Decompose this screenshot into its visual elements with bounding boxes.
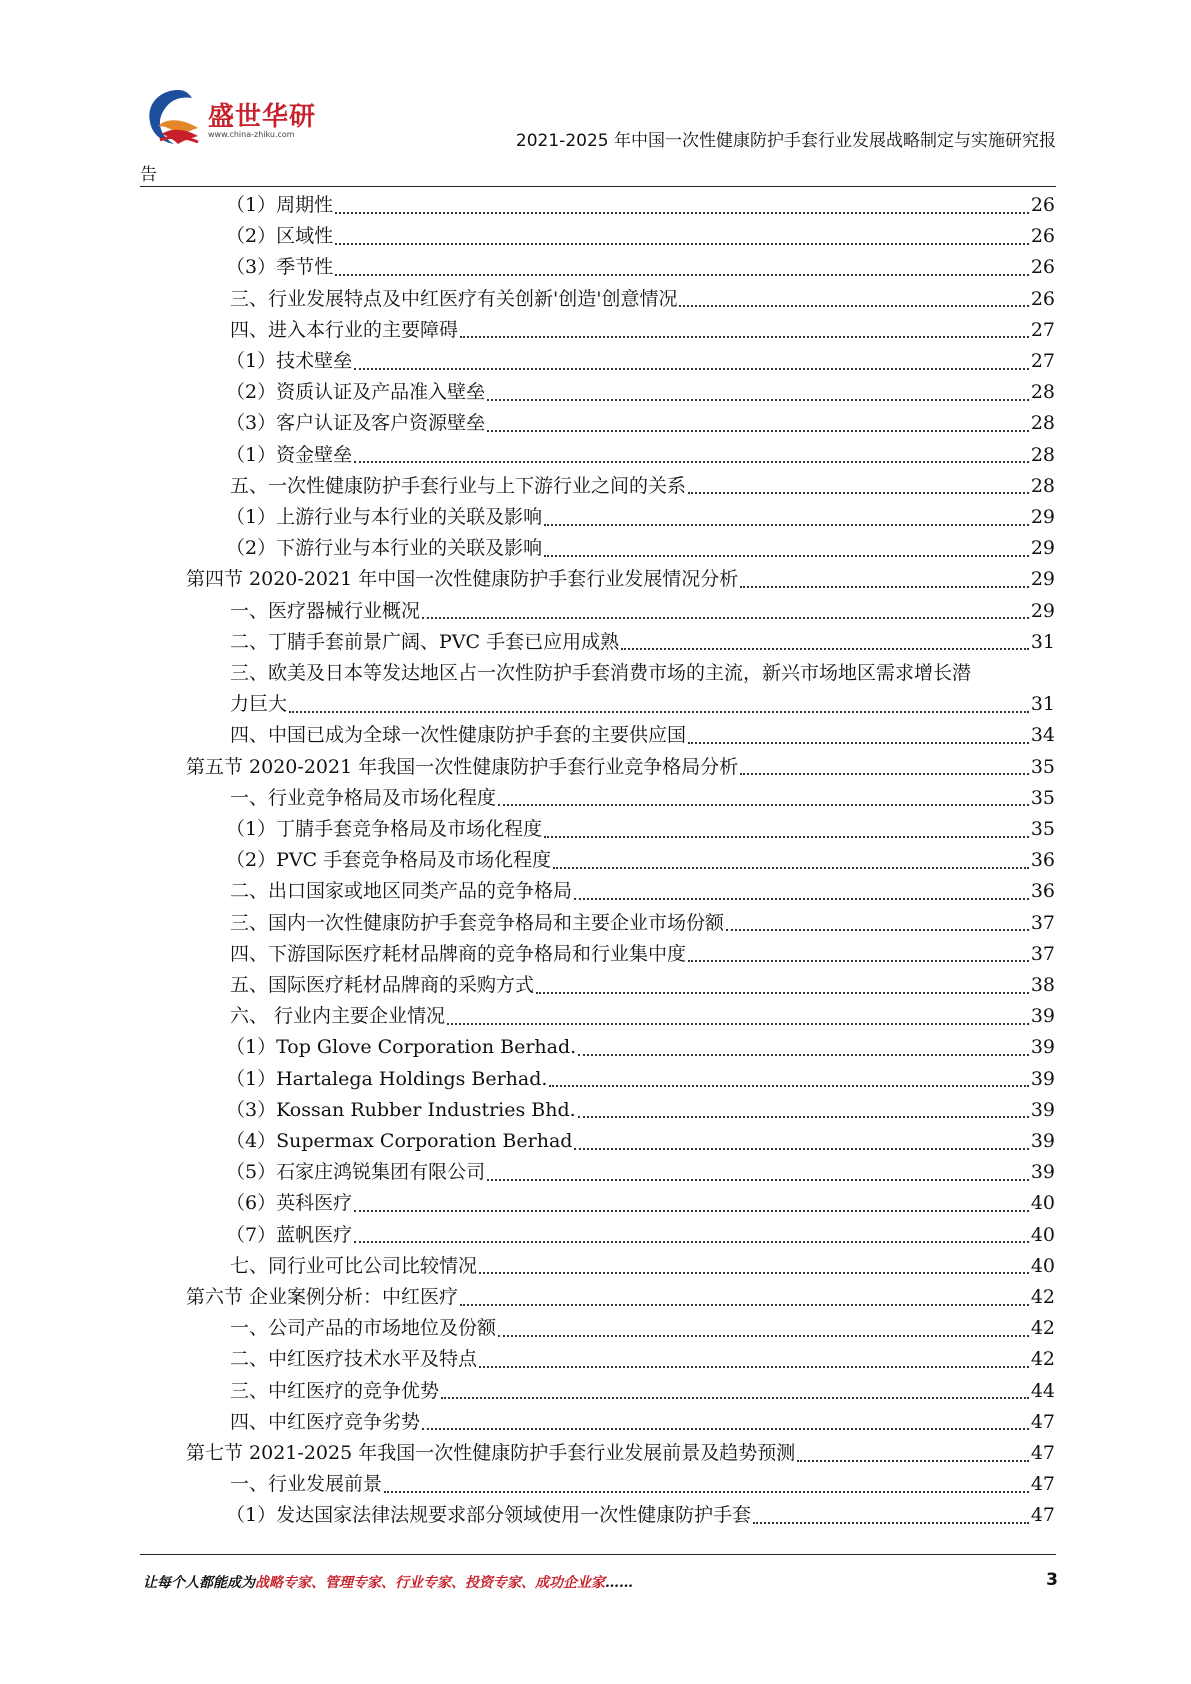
toc-dot-leader [553, 867, 1029, 869]
toc-dot-leader [574, 1148, 1028, 1150]
header-divider [140, 186, 1056, 187]
toc-dot-leader [797, 1460, 1029, 1462]
toc-entry-label: （3）客户认证及客户资源壁垒 [226, 412, 486, 435]
toc-entry-label: 四、中国已成为全球一次性健康防护手套的主要供应国 [230, 724, 687, 747]
footer-slogan-prefix: 让每个人都能成为 [143, 1575, 255, 1591]
toc-entry-page: 42 [1030, 1317, 1055, 1340]
toc-entry[interactable] [230, 1251, 1055, 1282]
toc-entry-label: （2）资质认证及产品准入壁垒 [226, 381, 486, 404]
toc-entry-label: 一、行业发展前景 [230, 1473, 383, 1496]
toc-entry-label: （1）丁腈手套竞争格局及市场化程度 [226, 818, 543, 840]
toc-entry-page: 39 [1030, 1098, 1055, 1121]
toc-entry-page: 35 [1030, 786, 1055, 809]
toc-entry-page: 28 [1030, 412, 1055, 435]
toc-entry-page: 29 [1030, 599, 1055, 622]
toc-entry[interactable] [226, 408, 1055, 439]
toc-entry-label: （7）蓝帆医疗 [226, 1223, 353, 1246]
toc-entry[interactable] [230, 1469, 1055, 1500]
logo-url: www.china-zhiku.com [208, 130, 295, 139]
toc-entry[interactable] [226, 377, 1055, 408]
toc-entry[interactable] [226, 1157, 1055, 1188]
toc-entry-page: 27 [1030, 350, 1055, 372]
toc-entry-label: （1）发达国家法律法规要求部分领域使用一次性健康防护手套 [226, 1504, 752, 1527]
toc-entry-page: 26 [1030, 287, 1055, 310]
toc-entry-label: 力巨大 [230, 693, 288, 716]
toc-dot-leader [578, 1116, 1029, 1118]
toc-entry-page: 44 [1030, 1379, 1055, 1402]
toc-dot-leader [549, 1085, 1028, 1087]
toc-entry-page: 40 [1030, 1254, 1055, 1277]
toc-entry-text: 三、欧美及日本等发达地区占一次性防护手套消费市场的主流，新兴市场地区需求增长潜 [230, 662, 972, 684]
toc-entry[interactable] [226, 221, 1055, 252]
toc-entry-label: （3）Kossan Rubber Industries Bhd. [226, 1098, 576, 1121]
toc-dot-leader [498, 804, 1029, 806]
footer-slogan-accent: 战略专家、管理专家、行业专家、投资专家、成功企业家 [255, 1575, 605, 1591]
toc-entry-page: 37 [1030, 911, 1055, 934]
toc-dot-leader [447, 1023, 1029, 1025]
toc-entry[interactable] [230, 908, 1055, 939]
toc-dot-leader [441, 1397, 1029, 1399]
toc-entry[interactable] [230, 315, 1055, 346]
toc-dot-leader [574, 898, 1029, 900]
toc-entry[interactable] [226, 533, 1055, 564]
toc-entry-page: 28 [1030, 474, 1055, 497]
toc-entry-page: 39 [1030, 1036, 1055, 1059]
footer-divider [140, 1554, 1056, 1555]
toc-dot-leader [688, 742, 1029, 744]
toc-entry-page: 38 [1030, 974, 1055, 996]
toc-dot-leader [354, 1210, 1029, 1212]
toc-entry-page: 42 [1030, 1348, 1055, 1371]
toc-entry[interactable] [226, 1095, 1055, 1126]
page-number: 3 [1046, 1570, 1058, 1590]
toc-dot-leader [460, 1304, 1029, 1306]
toc-entry[interactable] [226, 252, 1055, 283]
toc-entry-label: 三、中红医疗的竞争优势 [230, 1379, 440, 1402]
toc-dot-leader [335, 243, 1029, 245]
toc-entry-page: 29 [1030, 537, 1055, 560]
toc-dot-leader [384, 1491, 1029, 1493]
toc-entry-label: （3）季节性 [226, 256, 334, 279]
toc-entry-label: （2）下游行业与本行业的关联及影响 [226, 537, 543, 560]
toc-entry-page: 31 [1030, 630, 1055, 653]
toc-entry[interactable] [226, 1500, 1055, 1531]
toc-entry[interactable] [186, 1438, 1055, 1469]
toc-entry-page: 26 [1030, 225, 1055, 248]
report-title-continuation: 告 [140, 165, 157, 185]
toc-dot-leader [354, 368, 1029, 370]
toc-dot-leader [544, 836, 1029, 838]
toc-entry-label: 第六节 企业案例分析：中红医疗 [186, 1286, 459, 1308]
toc-entry-label: 四、下游国际医疗耗材品牌商的竞争格局和行业集中度 [230, 942, 687, 965]
toc-entry-label: （5）石家庄鸿锐集团有限公司 [226, 1161, 486, 1184]
toc-entry[interactable] [226, 1126, 1055, 1157]
toc-entry-label: （2）区域性 [226, 225, 334, 248]
toc-entry-label: 六、 行业内主要企业情况 [230, 1005, 446, 1028]
toc-dot-leader [498, 1335, 1029, 1337]
toc-entry-label: （1）资金壁垒 [226, 443, 353, 466]
toc-dot-leader [335, 212, 1029, 214]
toc-entry-page: 35 [1030, 755, 1055, 778]
toc-entry-label: 三、国内一次性健康防护手套竞争格局和主要企业市场份额 [230, 911, 725, 934]
toc-entry-label: 五、一次性健康防护手套行业与上下游行业之间的关系 [230, 474, 687, 497]
toc-dot-leader [487, 399, 1029, 401]
toc-entry-label: （1）Hartalega Holdings Berhad. [226, 1067, 548, 1090]
toc-dot-leader [688, 960, 1029, 962]
toc-entry[interactable] [230, 689, 1055, 720]
toc-entry[interactable] [226, 346, 1055, 377]
toc-entry-page: 29 [1030, 506, 1055, 528]
toc-dot-leader [726, 929, 1029, 931]
toc-dot-leader [335, 274, 1029, 276]
toc-entry-label: 第四节 2020-2021 年中国一次性健康防护手套行业发展情况分析 [186, 568, 739, 591]
toc-entry-page: 28 [1030, 443, 1055, 466]
toc-entry-page: 26 [1030, 256, 1055, 279]
toc-entry-label: 二、中红医疗技术水平及特点 [230, 1348, 478, 1371]
toc-entry-label: 一、行业竞争格局及市场化程度 [230, 786, 497, 809]
toc-entry-page: 39 [1030, 1067, 1055, 1090]
toc-entry[interactable] [230, 596, 1055, 627]
toc-entry-page: 36 [1030, 849, 1055, 872]
toc-dot-leader [479, 1272, 1029, 1274]
toc-dot-leader [544, 555, 1029, 557]
report-title: 2021-2025 年中国一次性健康防护手套行业发展战略制定与实施研究报 [515, 131, 1056, 151]
toc-entry[interactable] [226, 190, 1055, 221]
toc-entry-label: 四、进入本行业的主要障碍 [230, 318, 459, 341]
toc-dot-leader [289, 711, 1029, 713]
toc-entry[interactable] [186, 1282, 1055, 1313]
logo-wordmark: 盛世华研 [208, 102, 317, 132]
toc-entry-page: 34 [1030, 724, 1055, 747]
toc-entry[interactable] [230, 1376, 1055, 1407]
toc-entry-label: （1）技术壁垒 [226, 350, 353, 372]
toc-entry-label: （1）Top Glove Corporation Berhad. [226, 1036, 577, 1059]
toc-entry-page: 40 [1030, 1223, 1055, 1246]
toc-entry[interactable] [230, 1001, 1055, 1032]
toc-entry-label: 五、国际医疗耗材品牌商的采购方式 [230, 974, 535, 996]
toc-entry[interactable] [230, 284, 1055, 315]
toc-entry-page: 36 [1030, 880, 1055, 903]
toc-entry-page: 26 [1030, 194, 1055, 216]
toc-dot-leader [753, 1522, 1029, 1524]
toc-dot-leader [422, 617, 1029, 619]
toc-entry[interactable] [186, 564, 1055, 595]
toc-entry-label: （1）周期性 [226, 194, 334, 216]
toc-entry-label: （4）Supermax Corporation Berhad [226, 1130, 573, 1152]
toc-entry-page: 29 [1030, 568, 1055, 591]
toc-entry[interactable] [226, 1064, 1055, 1095]
toc-dot-leader [740, 773, 1029, 775]
toc-entry-label: 一、公司产品的市场地位及份额 [230, 1317, 497, 1340]
toc-entry-page: 35 [1030, 818, 1055, 840]
toc-dot-leader [621, 648, 1029, 650]
toc-entry[interactable] [230, 970, 1055, 1001]
toc-entry-page: 47 [1030, 1473, 1055, 1496]
toc-dot-leader [487, 430, 1029, 432]
toc-dot-leader [354, 1241, 1029, 1243]
toc-entry[interactable] [226, 1220, 1055, 1251]
toc-entry[interactable] [230, 783, 1055, 814]
toc-entry-label: 四、中红医疗竞争劣势 [230, 1410, 421, 1433]
toc-entry-page: 39 [1030, 1161, 1055, 1184]
toc-dot-leader [354, 461, 1029, 463]
toc-dot-leader [679, 305, 1028, 307]
toc-entry[interactable] [230, 627, 1055, 658]
toc-dot-leader [487, 1179, 1029, 1181]
toc-entry-label: （2）PVC 手套竞争格局及市场化程度 [226, 849, 552, 872]
toc-entry-label: 七、同行业可比公司比较情况 [230, 1254, 478, 1277]
toc-entry[interactable] [230, 1407, 1055, 1438]
toc-entry-page: 27 [1030, 318, 1055, 341]
toc-entry[interactable] [226, 845, 1055, 876]
toc-entry[interactable] [230, 876, 1055, 907]
toc-entry-label: 第五节 2020-2021 年我国一次性健康防护手套行业竞争格局分析 [186, 755, 739, 778]
toc-entry-label: 二、出口国家或地区同类产品的竞争格局 [230, 880, 573, 903]
toc-entry[interactable] [230, 1313, 1055, 1344]
toc-entry[interactable] [226, 502, 1055, 533]
toc-entry-page: 47 [1030, 1442, 1055, 1464]
toc-entry[interactable] [186, 752, 1055, 783]
toc-entry-page: 28 [1030, 381, 1055, 404]
toc-entry-page: 37 [1030, 942, 1055, 965]
toc-entry[interactable] [226, 1032, 1055, 1063]
toc-entry[interactable] [226, 814, 1055, 845]
toc-entry[interactable] [226, 440, 1055, 471]
toc-entry[interactable] [230, 720, 1055, 751]
toc-entry-label: 第七节 2021-2025 年我国一次性健康防护手套行业发展前景及趋势预测 [186, 1442, 796, 1464]
toc-entry[interactable] [230, 471, 1055, 502]
toc-entry-page: 47 [1030, 1504, 1055, 1527]
toc-entry[interactable] [230, 939, 1055, 970]
toc-dot-leader [544, 524, 1029, 526]
toc-entry-page: 40 [1030, 1192, 1055, 1215]
toc-dot-leader [460, 336, 1029, 338]
toc-entry-page: 39 [1030, 1130, 1055, 1152]
toc-entry-page: 42 [1030, 1286, 1055, 1308]
toc-entry-label: （1）上游行业与本行业的关联及影响 [226, 506, 543, 528]
toc-entry[interactable] [226, 1188, 1055, 1219]
footer-slogan [143, 1572, 633, 1592]
toc-dot-leader [536, 992, 1029, 994]
toc-entry[interactable] [230, 1344, 1055, 1375]
toc-dot-leader [578, 1054, 1029, 1056]
toc-dot-leader [422, 1428, 1029, 1430]
toc-entry-page: 39 [1030, 1005, 1055, 1028]
toc-dot-leader [688, 492, 1029, 494]
footer-slogan-suffix: …… [605, 1575, 633, 1591]
toc-entry-label: 一、医疗器械行业概况 [230, 599, 421, 622]
toc-entry-label: （6）英科医疗 [226, 1192, 353, 1215]
toc-entry-page: 31 [1030, 693, 1055, 716]
toc-dot-leader [740, 586, 1029, 588]
toc-dot-leader [479, 1366, 1029, 1368]
toc-entry-label: 二、丁腈手套前景广阔、PVC 手套已应用成熟 [230, 630, 620, 653]
toc-entry-label: 三、行业发展特点及中红医疗有关创新'创造'创意情况 [230, 287, 678, 310]
toc-entry-page: 47 [1030, 1410, 1055, 1433]
